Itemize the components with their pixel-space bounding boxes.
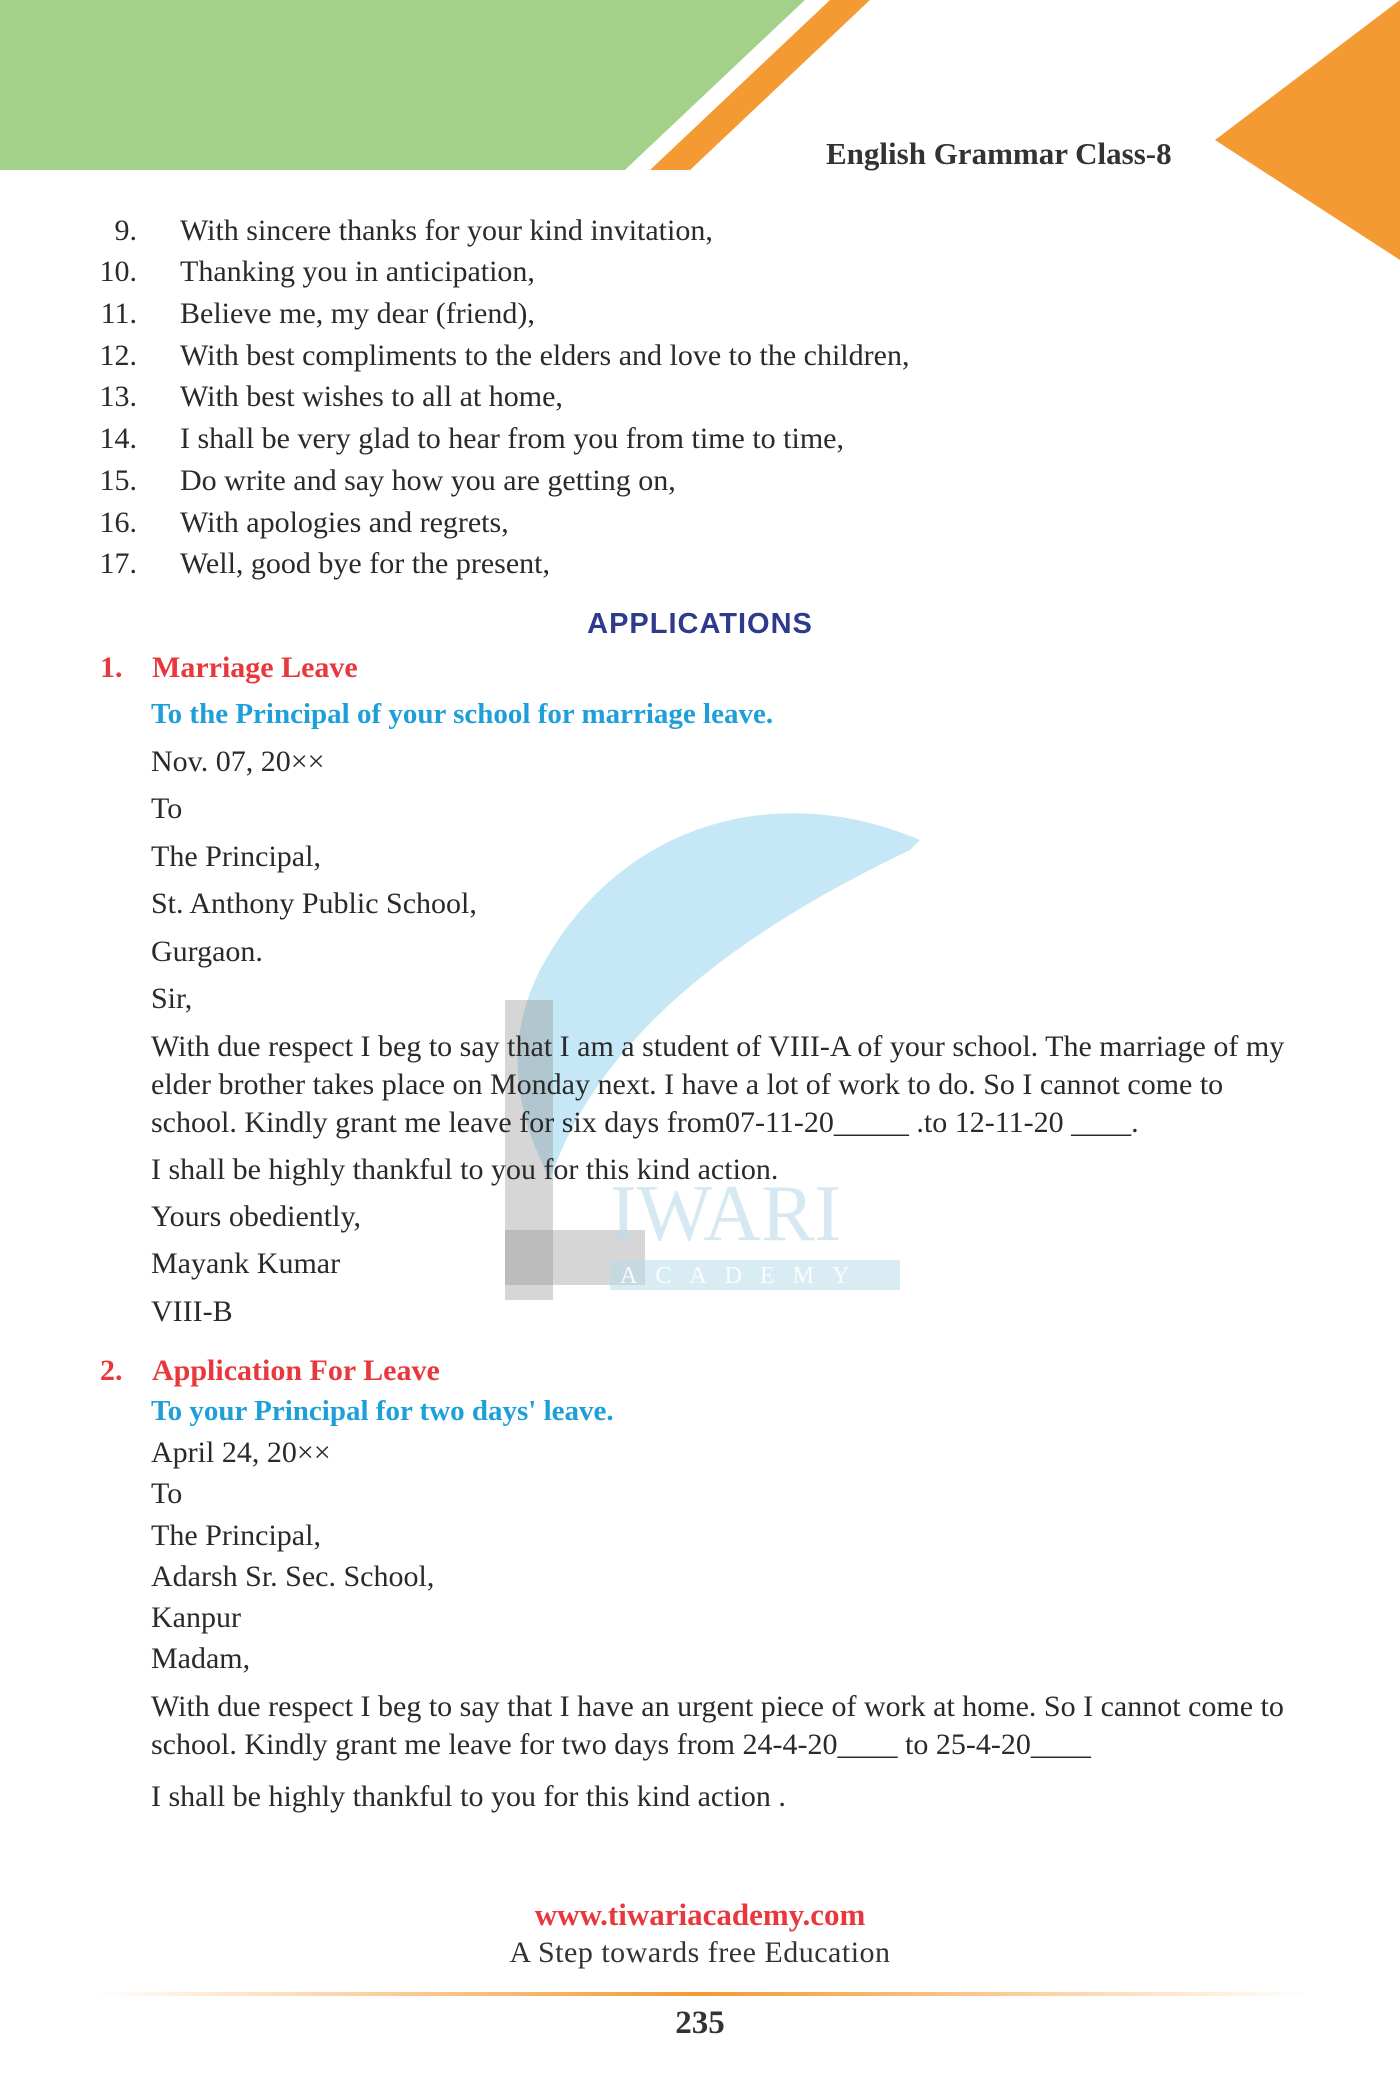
- letter-city: Gurgaon.: [151, 935, 263, 968]
- letter-thanks: I shall be highly thankful to you for this kind action.: [151, 1153, 779, 1186]
- list-item: 16. With apologies and regrets,: [99, 506, 509, 539]
- letter-sender-class: VIII-B: [151, 1295, 233, 1328]
- footer-tagline: A Step towards free Education: [509, 1936, 891, 1969]
- letter-body: With due respect I beg to say that I am a student of VIII-A of your school. The marriage of my elder brother takes place on Monday next. I have a lot of work to do. So I cannot come to school. Kindly grant me leave for six days from07-11-20_____ .to 12-11-20 ____.: [151, 1030, 1285, 1139]
- list-item: 13. With best wishes to all at home,: [99, 380, 563, 413]
- letter-to: To: [151, 1477, 183, 1510]
- letter-signoff: Yours obediently,: [151, 1200, 362, 1233]
- letter-recipient: The Principal,: [151, 1519, 321, 1552]
- letter-salutation: Madam,: [151, 1642, 251, 1675]
- section-heading: APPLICATIONS: [587, 608, 813, 640]
- page-number: 235: [675, 2005, 725, 2041]
- list-item: 9. With sincere thanks for your kind invitation,: [114, 214, 713, 247]
- application-title: 2. Application For Leave: [100, 1354, 440, 1387]
- application-subtitle: To your Principal for two days' leave.: [151, 1395, 614, 1427]
- application-title: 1. Marriage Leave: [100, 651, 358, 684]
- watermark-sub: ACADEMY: [620, 1263, 868, 1289]
- letter-body: With due respect I beg to say that I have an urgent piece of work at home. So I cannot come to school. Kindly grant me leave for two days from 24-4-20____ to 25-4-20____: [151, 1690, 1284, 1761]
- letter-recipient: The Principal,: [151, 840, 321, 873]
- letter-salutation: Sir,: [151, 982, 193, 1015]
- page-header-title: English Grammar Class-8: [826, 136, 1172, 171]
- letter-date: April 24, 20××: [151, 1436, 331, 1469]
- letter-date: Nov. 07, 20××: [151, 745, 325, 778]
- footer-website-link[interactable]: www.tiwariacademy.com: [534, 1897, 866, 1932]
- application-subtitle: To the Principal of your school for marriage leave.: [151, 698, 774, 730]
- list-item: 17. Well, good bye for the present,: [99, 547, 550, 580]
- list-item: 14. I shall be very glad to hear from you from time to time,: [99, 422, 844, 455]
- list-item: 10. Thanking you in anticipation,: [99, 255, 535, 288]
- list-item: 12. With best compliments to the elders and love to the children,: [99, 339, 910, 372]
- list-item: 15. Do write and say how you are getting on,: [99, 464, 676, 497]
- letter-thanks: I shall be highly thankful to you for this kind action .: [151, 1780, 786, 1813]
- letter-school: St. Anthony Public School,: [151, 887, 477, 920]
- letter-school: Adarsh Sr. Sec. School,: [151, 1560, 435, 1593]
- letter-city: Kanpur: [151, 1601, 241, 1634]
- list-item: 11. Believe me, my dear (friend),: [100, 297, 535, 330]
- footer-divider: [90, 1990, 1310, 1998]
- letter-to: To: [151, 792, 183, 825]
- letter-sender-name: Mayank Kumar: [151, 1247, 341, 1280]
- watermark-name: IWARI: [610, 1170, 842, 1258]
